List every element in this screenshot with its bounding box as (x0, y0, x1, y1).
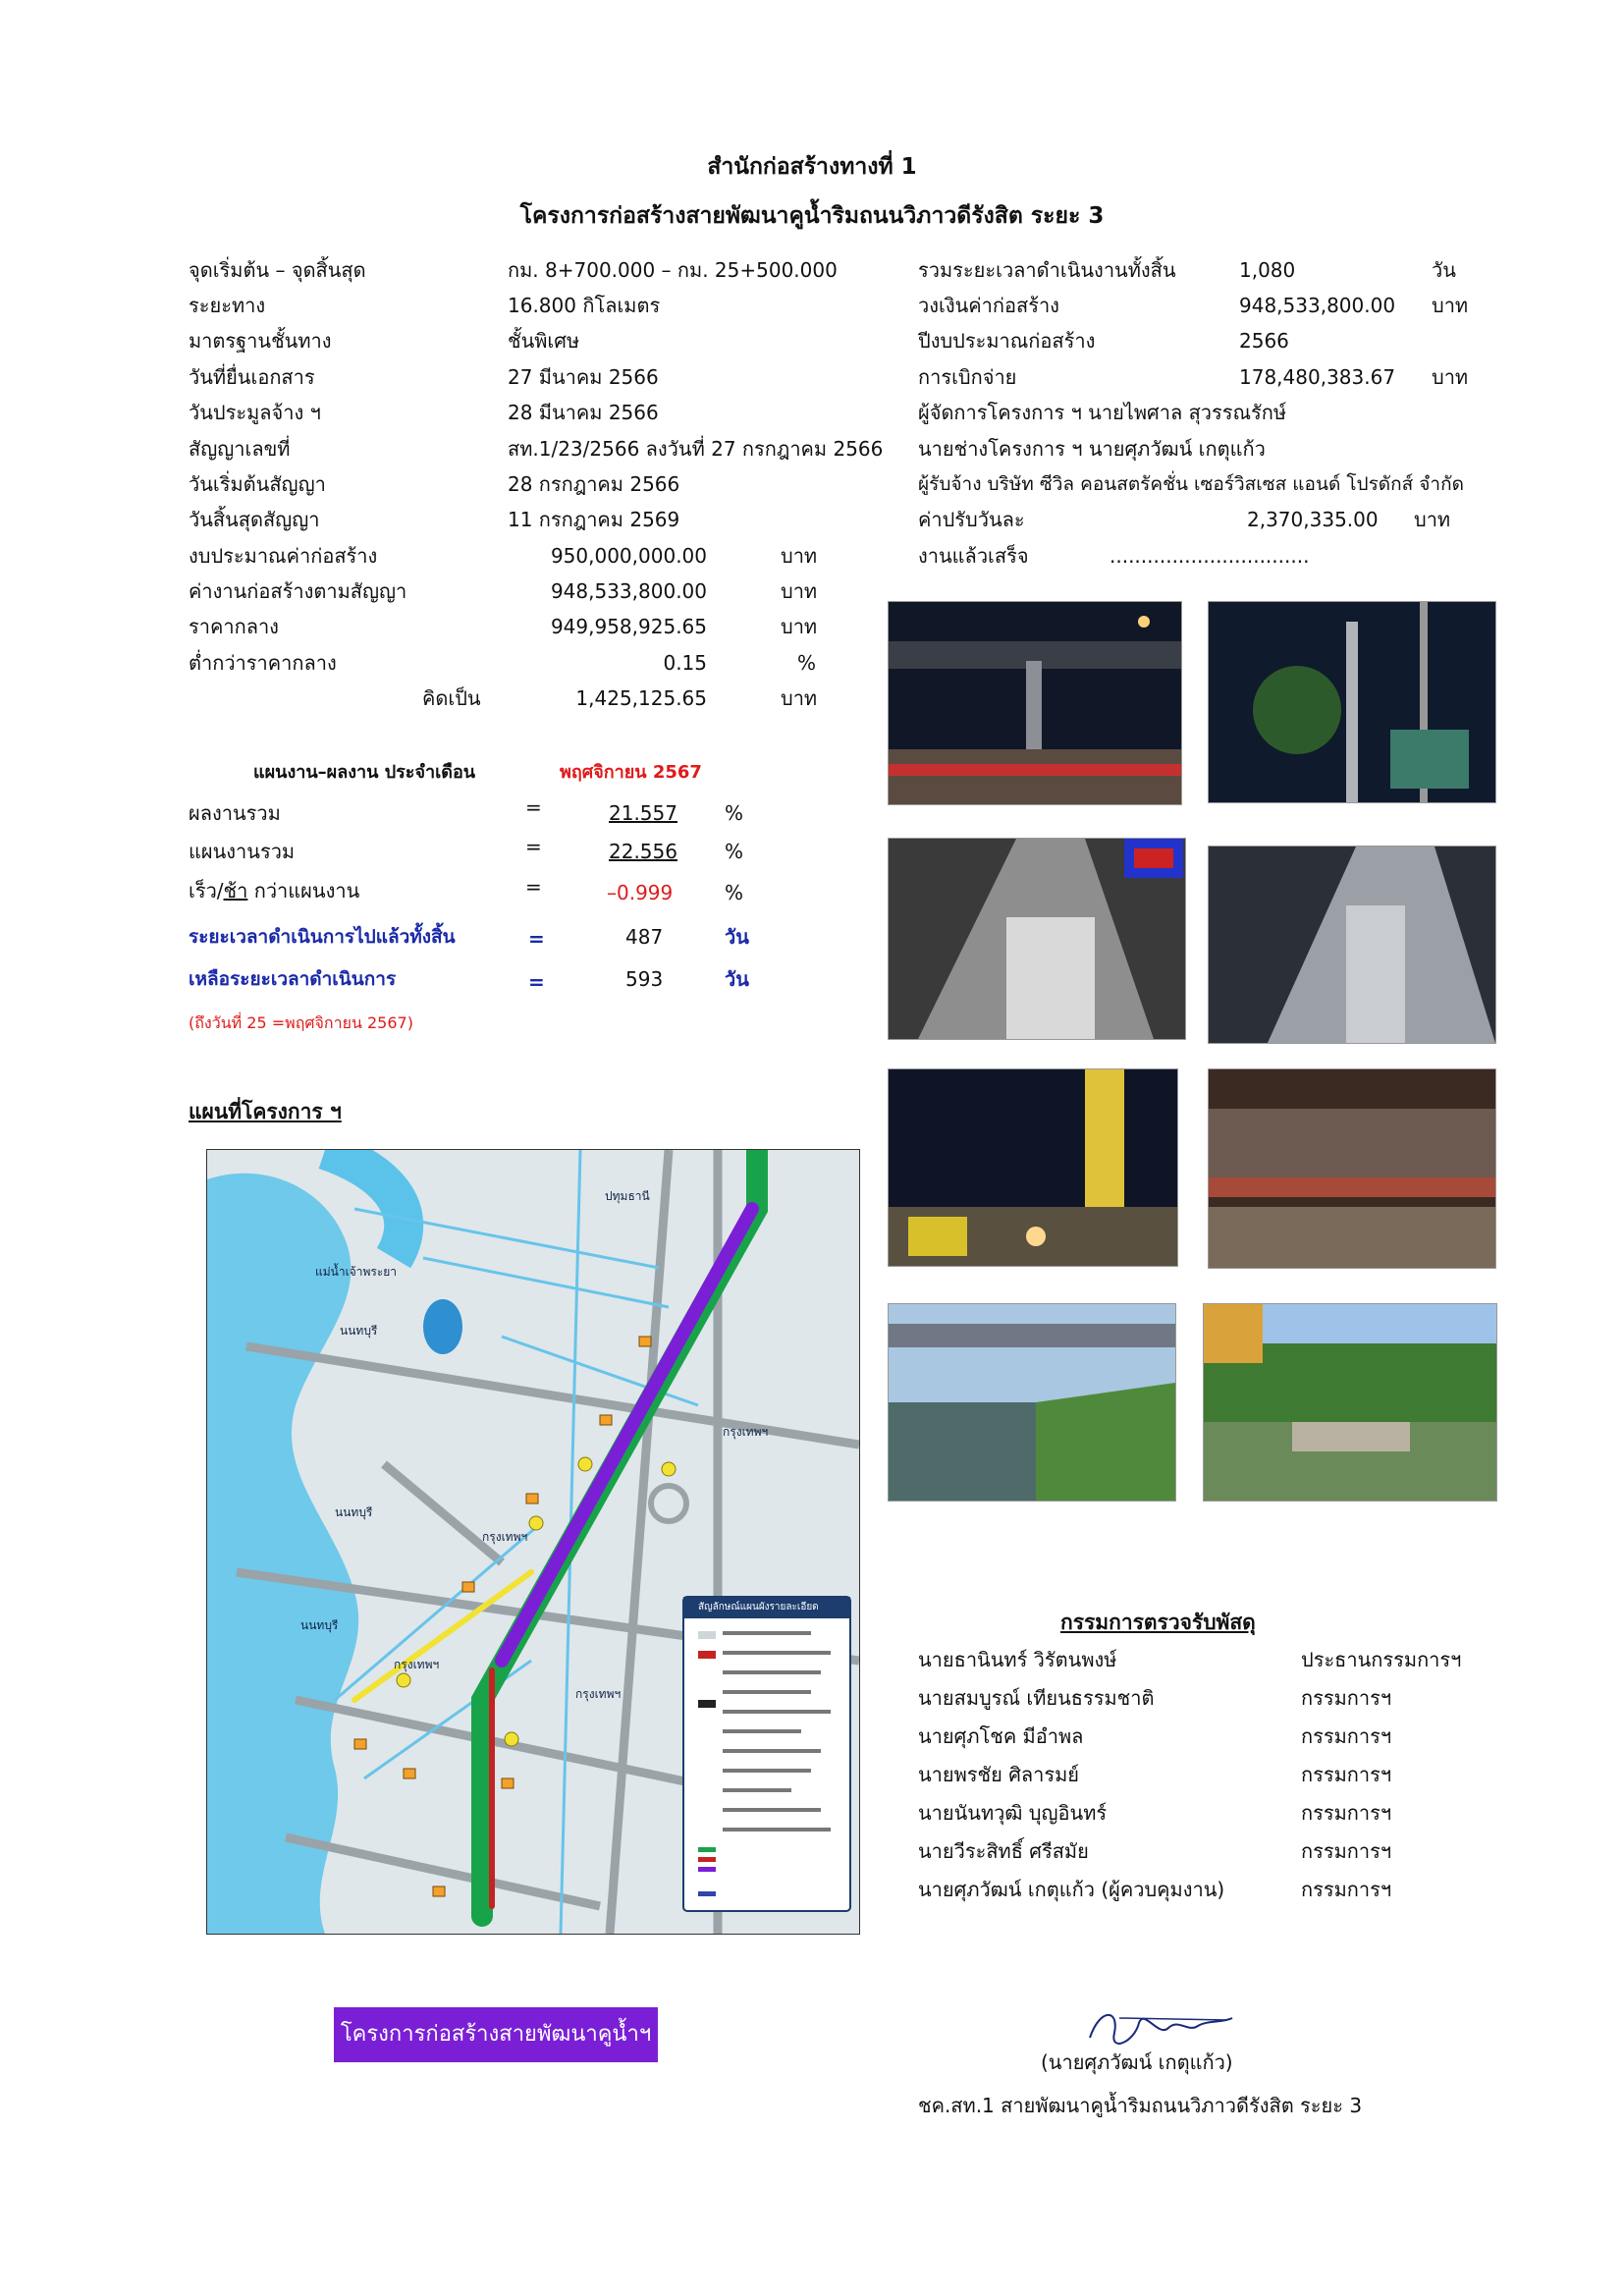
map-label-bangkok-1: กรุงเทพฯ (723, 1425, 769, 1439)
committee-member-name: นายศุภวัฒน์ เกตุแก้ว (ผู้ควบคุมงาน) (918, 1878, 1225, 1901)
money-label-contract: ค่างานก่อสร้างตามสัญญา (189, 579, 407, 603)
map-label-bangkok-4: กรุงเทพฯ (394, 1658, 440, 1671)
info-label-start-end: จุดเริ่มต้น – จุดสิ้นสุด (189, 258, 366, 282)
site-photo-2[interactable] (1208, 601, 1496, 803)
committee-member-name: นายพรชัย ศิลารมย์ (918, 1763, 1080, 1786)
right-value-fiscal-year: 2566 (1239, 329, 1289, 353)
info-label-distance: ระยะทาง (189, 294, 266, 317)
progress-label-diff-ul: ช้า (223, 879, 248, 902)
remaining-unit: วัน (725, 967, 749, 991)
map-drawing (207, 1150, 859, 1934)
committee-member-role: ประธานกรรมการฯ (1301, 1648, 1462, 1671)
penalty-label: ค่าปรับวันละ (918, 508, 1025, 531)
signature-name: (นายศุภวัฒน์ เกตุแก้ว) (1041, 2050, 1233, 2074)
site-photo-3[interactable] (888, 838, 1186, 1040)
money-label-equals: คิดเป็น (422, 686, 481, 710)
progress-label-plan: แผนงานรวม (189, 840, 296, 863)
committee-member-role: กรรมการฯ (1301, 1801, 1392, 1825)
money-value-median: 949,958,925.65 (550, 615, 707, 638)
right-unit-contract-amount: บาท (1432, 294, 1469, 317)
map-label-nonthaburi-2: นนทบุรี (335, 1505, 373, 1519)
remaining-value: 593 (625, 967, 664, 991)
elapsed-label: ระยะเวลาดำเนินการไปแล้วทั้งสิ้น (189, 926, 456, 948)
progress-unit-actual: % (725, 801, 744, 825)
progress-value-plan: 22.556 (609, 840, 677, 863)
map-heading: แผนที่โครงการ ฯ (189, 1100, 342, 1123)
progress-eq-plan: = (525, 835, 542, 858)
map-label-nonthaburi-3: นนทบุรี (300, 1618, 339, 1632)
done-value: ................................ (1110, 544, 1310, 568)
map-label-bangkok-3: กรุงเทพฯ (575, 1687, 622, 1701)
map-legend-title: สัญลักษณ์แผนผังรายละเอียด (698, 1602, 819, 1613)
info-label-bid-date: วันประมูลจ้าง ฯ (189, 401, 321, 424)
committee-member-name: นายศุภโชค มีอำพล (918, 1724, 1084, 1748)
info-value-contract-end: 11 กรกฎาคม 2569 (508, 508, 680, 531)
project-manager: ผู้จัดการโครงการ ฯ นายไพศาล สุวรรณรักษ์ (918, 401, 1287, 424)
contractor: ผู้รับจ้าง บริษัท ซีวิล คอนสตรัคชั่น เซอร์วิสเซส แอนด์ โปรดักส์ จำกัด (918, 473, 1464, 495)
office-title: สำนักก่อสร้างทางที่ 1 (707, 154, 917, 180)
progress-label-diff (189, 874, 359, 907)
committee-member-name: นายธานินทร์ วิรัตนพงษ์ (918, 1648, 1117, 1671)
right-label-contract-amount: วงเงินค่าก่อสร้าง (918, 294, 1059, 317)
penalty-value: 2,370,335.00 (1247, 508, 1379, 531)
progress-unit-diff: % (725, 881, 744, 904)
info-value-road-class: ชั้นพิเศษ (508, 329, 580, 353)
progress-month: พฤศจิกายน 2567 (560, 762, 702, 783)
money-unit-equals: บาท (781, 686, 818, 710)
info-label-contract-end: วันสิ้นสุดสัญญา (189, 508, 320, 531)
project-map[interactable] (206, 1149, 860, 1935)
site-photo-8[interactable] (1203, 1303, 1497, 1502)
info-value-contract-start: 28 กรกฎาคม 2566 (508, 472, 680, 496)
info-label-road-class: มาตรฐานชั้นทาง (189, 329, 332, 353)
site-photo-4[interactable] (1208, 846, 1496, 1044)
right-value-duration: 1,080 (1239, 258, 1296, 282)
progress-eq-diff: = (525, 875, 542, 899)
money-unit-contract: บาท (781, 579, 818, 603)
right-value-contract-amount: 948,533,800.00 (1239, 294, 1396, 317)
committee-member-name: นายสมบูรณ์ เทียนธรรมชาติ (918, 1686, 1155, 1710)
progress-value-diff: –0.999 (607, 881, 674, 904)
progress-asof: (ถึงวันที่ 25 =พฤศจิกายน 2567) (189, 1013, 413, 1032)
progress-value-actual: 21.557 (609, 801, 677, 825)
project-title: โครงการก่อสร้างสายพัฒนาคูน้ำริมถนนวิภาวดีรังสิต ระยะ 3 (519, 203, 1105, 229)
info-value-bid-date: 28 มีนาคม 2566 (508, 401, 659, 424)
map-label-pathum: ปทุมธานี (605, 1189, 650, 1203)
right-label-fiscal-year: ปีงบประมาณก่อสร้าง (918, 329, 1096, 353)
elapsed-unit: วัน (725, 925, 749, 949)
done-label: งานแล้วเสร็จ (918, 544, 1029, 568)
project-engineer: นายช่างโครงการ ฯ นายศุภวัฒน์ เกตุแก้ว (918, 437, 1266, 461)
progress-label-diff-pre: เร็ว/ (189, 879, 224, 902)
site-photo-6[interactable] (1208, 1068, 1496, 1269)
progress-heading: แผนงาน–ผลงาน ประจำเดือน (253, 762, 476, 783)
info-value-contract-no: สท.1/23/2566 ลงวันที่ 27 กรกฎาคม 2566 (508, 437, 884, 461)
progress-eq-actual: = (525, 795, 542, 819)
info-value-submit-date: 27 มีนาคม 2566 (508, 365, 659, 389)
elapsed-eq: = (528, 927, 545, 951)
committee-member-name: นายวีระสิทธิ์ ศรีสมัย (918, 1839, 1089, 1863)
right-label-disbursement: การเบิกจ่าย (918, 365, 1017, 389)
info-label-contract-no: สัญญาเลขที่ (189, 437, 291, 461)
committee-member-role: กรรมการฯ (1301, 1724, 1392, 1748)
committee-member-role: กรรมการฯ (1301, 1839, 1392, 1863)
committee-member-name: นายนันทวุฒิ บุญอินทร์ (918, 1801, 1108, 1825)
money-label-below-median: ต่ำกว่าราคากลาง (189, 651, 337, 675)
money-value-budget: 950,000,000.00 (550, 544, 707, 568)
info-value-distance: 16.800 กิโลเมตร (508, 294, 661, 317)
info-value-start-end: กม. 8+700.000 – กม. 25+500.000 (508, 258, 838, 282)
right-label-duration: รวมระยะเวลาดำเนินงานทั้งสิ้น (918, 258, 1176, 282)
money-value-below-median: 0.15 (663, 651, 707, 675)
money-unit-below-median: % (797, 651, 817, 675)
map-label-nonthaburi-1: นนทบุรี (340, 1324, 378, 1338)
money-unit-budget: บาท (781, 544, 818, 568)
site-photo-5[interactable] (888, 1068, 1178, 1267)
progress-label-actual: ผลงานรวม (189, 801, 281, 825)
money-value-equals: 1,425,125.65 (575, 686, 707, 710)
info-label-contract-start: วันเริ่มต้นสัญญา (189, 472, 326, 496)
info-label-submit-date: วันที่ยื่นเอกสาร (189, 365, 315, 389)
money-label-budget: งบประมาณค่าก่อสร้าง (189, 544, 378, 568)
right-value-disbursement: 178,480,383.67 (1239, 365, 1396, 389)
elapsed-value: 487 (625, 925, 664, 949)
map-label-bangkok-2: กรุงเทพฯ (482, 1530, 528, 1544)
site-photo-1[interactable] (888, 601, 1182, 805)
project-link-button[interactable]: โครงการก่อสร้างสายพัฒนาคูน้ำฯ (334, 2007, 658, 2062)
money-unit-median: บาท (781, 615, 818, 638)
committee-heading: กรรมการตรวจรับพัสดุ (1060, 1611, 1256, 1634)
right-unit-duration: วัน (1432, 258, 1456, 282)
map-label-river: แม่น้ำเจ้าพระยา (315, 1265, 398, 1279)
money-label-median: ราคากลาง (189, 615, 279, 638)
committee-member-role: กรรมการฯ (1301, 1686, 1392, 1710)
penalty-unit: บาท (1414, 508, 1451, 531)
progress-unit-plan: % (725, 840, 744, 863)
site-photo-7[interactable] (888, 1303, 1176, 1502)
remaining-eq: = (528, 970, 545, 994)
right-unit-disbursement: บาท (1432, 365, 1469, 389)
signature-position: ชค.สท.1 สายพัฒนาคูน้ำริมถนนวิภาวดีรังสิต ระยะ 3 (918, 2094, 1363, 2117)
committee-member-role: กรรมการฯ (1301, 1763, 1392, 1786)
remaining-label: เหลือระยะเวลาดำเนินการ (189, 968, 397, 990)
money-value-contract: 948,533,800.00 (550, 579, 707, 603)
progress-label-diff-post: กว่าแผนงาน (247, 879, 360, 902)
committee-member-role: กรรมการฯ (1301, 1878, 1392, 1901)
